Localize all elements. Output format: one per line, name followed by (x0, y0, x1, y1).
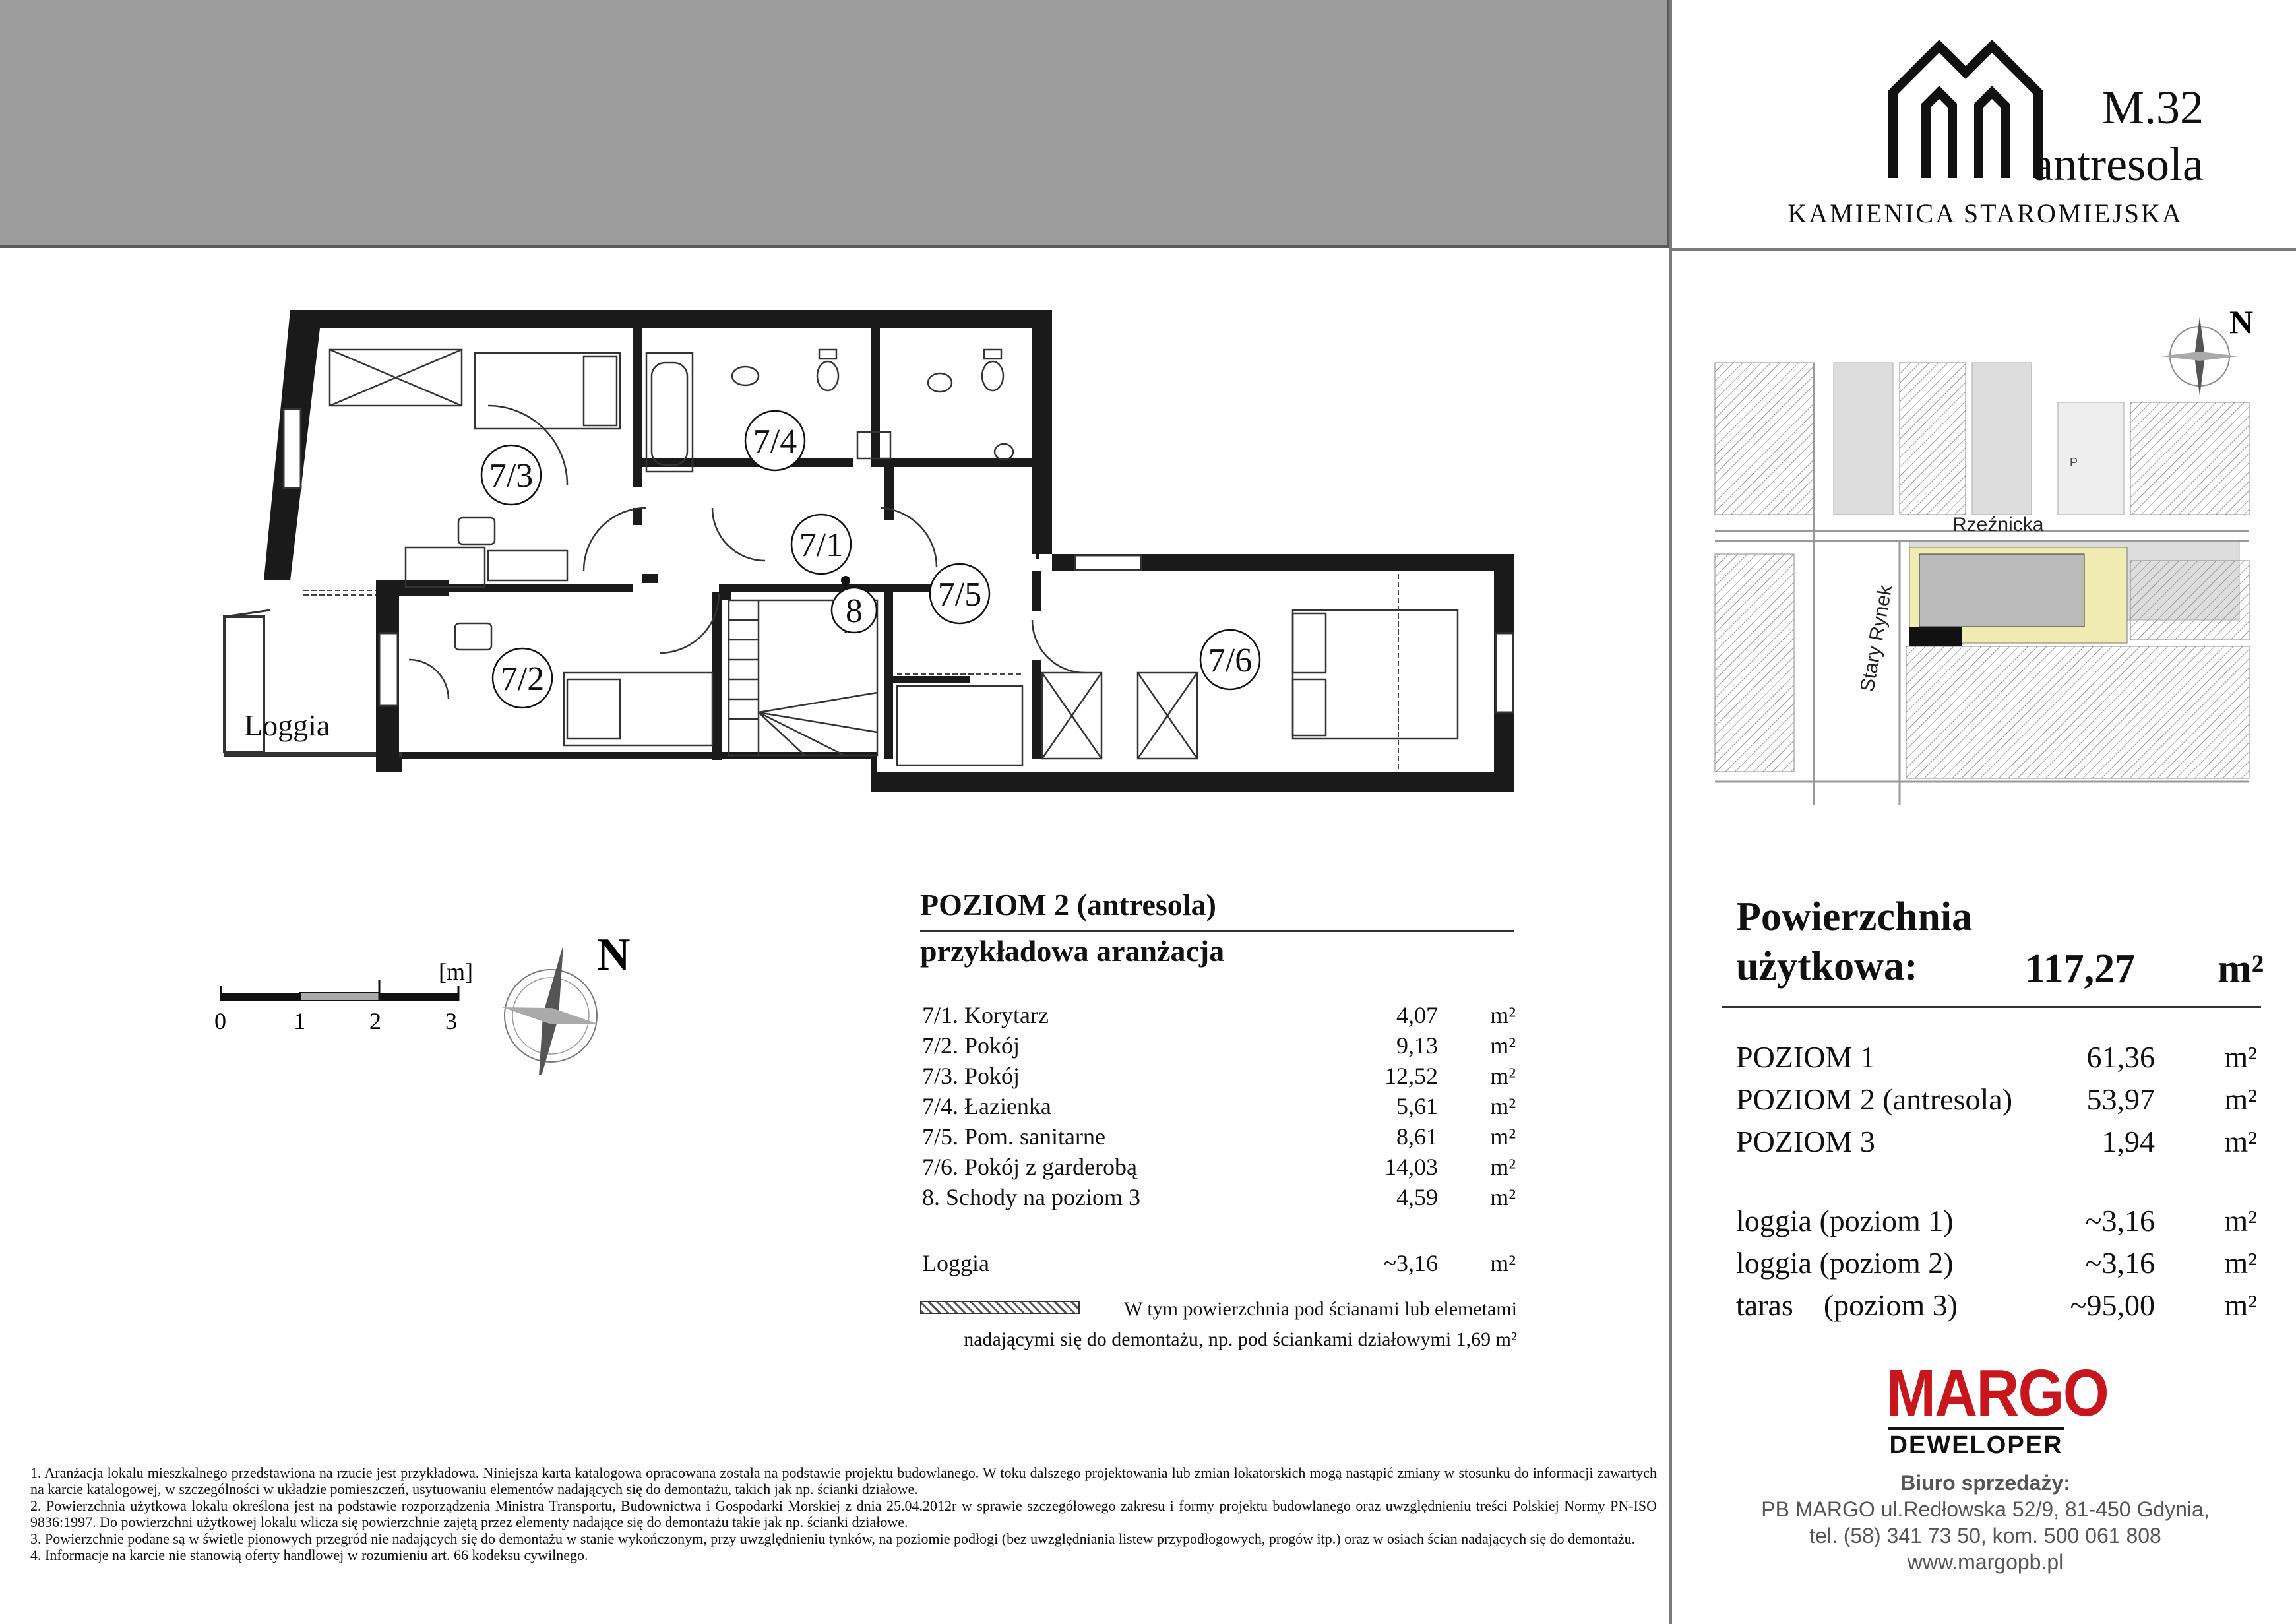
brand-logo-icon (1886, 40, 2045, 185)
extra-unit: m² (2224, 1246, 2257, 1280)
room-name: 7/4. Łazienka (922, 1093, 1051, 1119)
demolition-note (884, 1294, 1517, 1355)
footnotes (30, 1464, 1657, 1563)
room-unit: m² (1490, 1063, 1516, 1089)
room-area: 4,07 (1396, 1002, 1438, 1028)
loggia-area: ~3,16 (1383, 1250, 1438, 1276)
extra-area: ~3,16 (2085, 1204, 2155, 1237)
list-item (1736, 1285, 2257, 1327)
list-item (1736, 1079, 2257, 1121)
unit-level: antresola (2032, 138, 2204, 191)
level-unit: m² (2224, 1082, 2257, 1116)
extra-name: taras (poziom 3) (1736, 1288, 1958, 1322)
level-area: 61,36 (2086, 1040, 2155, 1074)
footnote-3: 3. Powierzchnie podane są w świetle pionowych przegród nie nadających się do demontażu w stanie wykończonym, przy uwzględnieniu tynków, na poziomie podłogi (bez uwzględniania listew przypodłogowych, progów itp.) oraz w osiach ścian nadających się do demontażu. (30, 1530, 1636, 1547)
room-area: 9,13 (1396, 1032, 1438, 1059)
level-name: POZIOM 3 (1736, 1125, 1875, 1158)
loggia-label: Loggia (244, 708, 330, 742)
room-area: 12,52 (1384, 1063, 1438, 1089)
level-areas (1736, 1037, 2257, 1164)
room-unit: m² (1490, 1123, 1516, 1150)
room-name: 7/6. Pokój z garderobą (922, 1154, 1137, 1180)
list-item (1736, 1121, 2257, 1164)
table-row (922, 1150, 1516, 1181)
location-map (1708, 303, 2256, 844)
level-name: POZIOM 2 (antresola) (1736, 1082, 2013, 1116)
scale-tick-0: 0 (214, 1008, 226, 1034)
room-area: 5,61 (1396, 1093, 1438, 1119)
sales-phone: tel. (58) 341 73 50, kom. 500 061 808 (1809, 1524, 2161, 1547)
developer-logo-word: MARGO (1886, 1356, 2108, 1430)
area-total: 117,27 (2025, 947, 2136, 991)
table-row (922, 1059, 1516, 1090)
extra-unit: m² (2224, 1288, 2257, 1322)
extra-area: ~95,00 (2070, 1288, 2155, 1322)
scale-tick-2: 2 (369, 1008, 381, 1034)
room-area-table (922, 999, 1516, 1211)
list-item (1736, 1037, 2257, 1079)
scale-tick-3: 3 (445, 1008, 457, 1034)
scale-bar (211, 956, 488, 1042)
compass-rose-icon (501, 930, 646, 1075)
loggia-name: Loggia (922, 1250, 989, 1276)
loggia-unit: m² (1490, 1250, 1516, 1276)
area-total-unit: m² (2218, 947, 2264, 991)
sales-label: Biuro sprzedaży: (1900, 1471, 2070, 1495)
poziom-subtitle: przykładowa aranżacja (920, 934, 1225, 968)
area-title-line-1: Powierzchnia (1736, 894, 1973, 939)
floor-plan (211, 290, 1530, 831)
room-area: 4,59 (1396, 1184, 1438, 1210)
room-unit: m² (1490, 1093, 1516, 1119)
room-unit: m² (1490, 1184, 1516, 1210)
divider-vertical (1669, 0, 1672, 1624)
room-name: 7/2. Pokój (922, 1032, 1020, 1059)
table-row (922, 1181, 1516, 1211)
table-row (922, 1029, 1516, 1059)
room-name: 7/5. Pom. sanitarne (922, 1123, 1105, 1150)
developer-logo-sub: DEWELOPER (1888, 1427, 2064, 1460)
sales-address: PB MARGO ul.Redłowska 52/9, 81-450 Gdynia, (1761, 1497, 2210, 1521)
level-unit: m² (2224, 1125, 2257, 1158)
area-title-line-2: użytkowa: (1736, 944, 1918, 989)
note-line-2: nadającymi się do demontażu, np. pod ściankami działowymi 1,69 m² (964, 1328, 1517, 1350)
extra-unit: m² (2224, 1204, 2257, 1237)
table-row (922, 1090, 1516, 1120)
extra-name: loggia (poziom 1) (1736, 1204, 1954, 1237)
poziom-title: POZIOM 2 (antresola) (920, 888, 1216, 921)
room-label-7-1: 7/1 (799, 526, 844, 564)
level-area: 1,94 (2101, 1125, 2155, 1158)
room-label-7-5: 7/5 (937, 576, 982, 613)
room-label-7-3: 7/3 (489, 457, 534, 495)
room-area: 14,03 (1384, 1154, 1438, 1180)
scale-tick-1: 1 (294, 1008, 305, 1034)
room-label-7-4: 7/4 (753, 423, 797, 460)
map-parking-label: P (2070, 456, 2078, 469)
room-unit: m² (1490, 1032, 1516, 1059)
extra-name: loggia (poziom 2) (1736, 1246, 1954, 1280)
level-name: POZIOM 1 (1736, 1040, 1875, 1074)
room-name: 7/3. Pokój (922, 1063, 1020, 1089)
level-unit: m² (2224, 1040, 2257, 1074)
area-rule (1722, 1006, 2261, 1008)
level-area: 53,97 (2086, 1082, 2155, 1116)
footnote-2: 2. Powierzchnia użytkowa lokalu określona jest na podstawie rozporządzenia Ministra Transportu, Budownictwa i Gospodarki Morskiej z dnia 25.04.2012r w sprawie szczegółowego zakresu i formy projektu budowlanego oraz uwzględnieniu treści Polskiej Normy PN-ISO 9836:1997. Do powierzchni użytkowej lokalu wlicza się powierzchnie zajętą przez elementy nadające się do demontażu takie jak np. ścianki działowe. (30, 1497, 1657, 1530)
loggia-row (922, 1247, 1516, 1277)
brand-name: KAMIENICA STAROMIEJSKA (1787, 199, 2183, 228)
unit-number: M.32 (2101, 81, 2204, 134)
list-item (1736, 1201, 2257, 1243)
room-label-7-2: 7/2 (500, 660, 545, 698)
extra-areas (1736, 1201, 2257, 1327)
divider-horizontal (1669, 248, 2296, 251)
map-street-rzeznicka: Rzeźnicka (1952, 514, 2044, 536)
sales-office (1689, 1470, 2282, 1575)
sales-website[interactable]: www.margopb.pl (1907, 1550, 2064, 1574)
room-label-8: 8 (846, 592, 863, 630)
table-row (922, 1120, 1516, 1150)
poziom-rule (920, 930, 1514, 932)
footnote-4: 4. Informacje na karcie nie stanowią oferty handlowej w rozumieniu art. 66 kodeksu cywilnego. (30, 1547, 588, 1563)
list-item (1736, 1243, 2257, 1285)
table-row (922, 999, 1516, 1029)
unit-title (713, 79, 2296, 193)
room-unit: m² (1490, 1154, 1516, 1180)
room-label-7-6: 7/6 (1208, 642, 1253, 679)
map-street-stary-rynek: Stary Rynek (1856, 583, 1897, 694)
plan-north-label: N (597, 930, 631, 980)
room-area: 8,61 (1396, 1123, 1438, 1150)
map-north-label: N (2229, 303, 2254, 340)
note-line-1: W tym powierzchnia pod ścianami lub elemetami (1124, 1298, 1517, 1320)
footnote-1: 1. Aranżacja lokalu mieszkalnego przedstawiona na rzucie jest przykładowa. Niniejsza karta katalogowa opracowana została na podstawie projektu budowlanego. W toku dalszego projektowania lub zmian lokatorskich mogą nastąpić zmiany w stosunku do informacji zawartych na karcie katalogowej, w szczególności w układzie pomieszczeń, usytuowaniu elementów nadających się do demontażu, takich jak np. ścianki działowe. (30, 1464, 1657, 1497)
room-name: 7/1. Korytarz (922, 1002, 1049, 1028)
scale-unit: [m] (439, 958, 473, 985)
room-unit: m² (1490, 1002, 1516, 1028)
extra-area: ~3,16 (2085, 1246, 2155, 1280)
room-name: 8. Schody na poziom 3 (922, 1184, 1140, 1210)
